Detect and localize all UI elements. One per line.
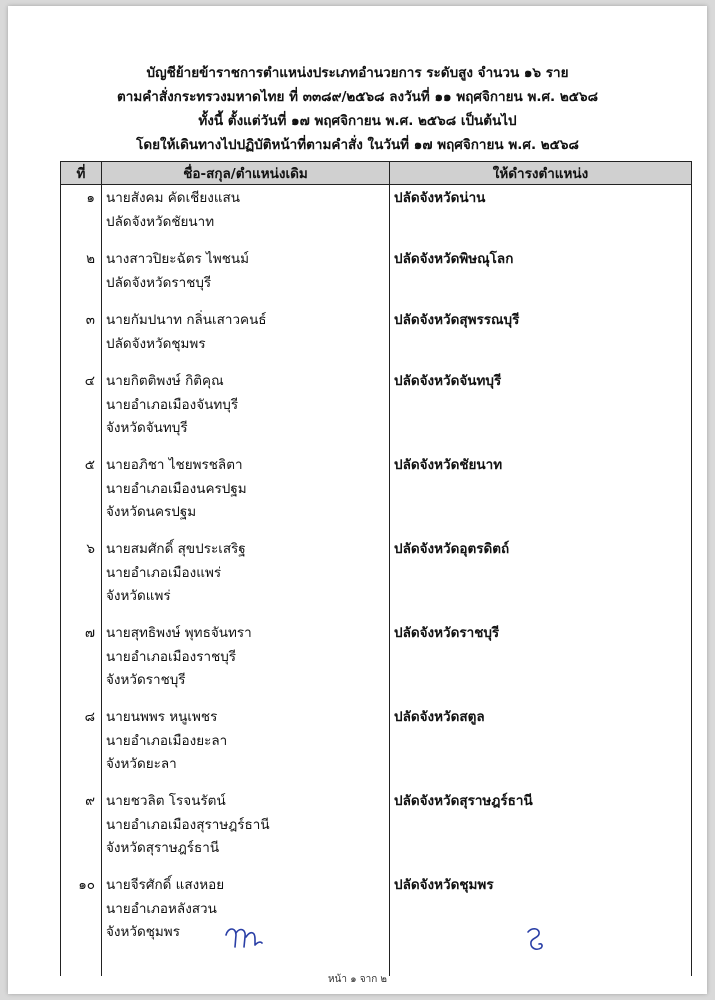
old-position: นายอำเภอเมืองราชบุรี	[106, 648, 237, 665]
old-position: นายอำเภอเมืองนครปฐม	[106, 480, 247, 497]
name-cell	[102, 307, 390, 368]
old-position: นายอำเภอเมืองยะลา	[106, 732, 228, 749]
old-province: จังหวัดนครปฐม	[106, 504, 197, 520]
person-name: นายนพพร หนูเพชร	[106, 709, 218, 725]
name-cell	[102, 185, 390, 247]
header-order-ref: ตามคำสั่งกระทรวงมหาดไทย ที่ ๓๓๘๙/๒๕๖๘ ลงวันที่ ๑๑ พฤศจิกายน พ.ศ. ๒๕๖๘	[116, 89, 598, 105]
table-row	[61, 368, 692, 452]
row-number: ๗	[61, 620, 102, 704]
person-name: นายอภิชา ไชยพรชลิตา	[106, 457, 243, 473]
row-number: ๘	[61, 704, 102, 788]
new-position: ปลัดจังหวัดสตูล	[390, 704, 692, 788]
new-position: ปลัดจังหวัดสุราษฎร์ธานี	[390, 788, 692, 872]
table-row	[61, 788, 692, 872]
row-number: ๓	[61, 307, 102, 368]
name-cell	[102, 246, 390, 307]
column-header-name: ชื่อ-สกุล/ตำแหน่งเดิม	[102, 162, 390, 185]
person-name: นายสุทธิพงษ์ พุทธจันทรา	[106, 625, 252, 641]
old-province: จังหวัดสุราษฎร์ธานี	[106, 840, 220, 856]
old-position: นายอำเภอเมืองสุราษฎร์ธานี	[106, 816, 270, 833]
new-position: ปลัดจังหวัดชัยนาท	[390, 452, 692, 536]
table-header-row	[61, 162, 692, 185]
person-name: นายสังคม คัดเชียงแสน	[106, 190, 241, 206]
row-number: ๕	[61, 452, 102, 536]
document-page	[8, 6, 707, 994]
old-province: จังหวัดแพร่	[106, 588, 171, 604]
header-title: บัญชีย้ายข้าราชการตำแหน่งประเภทอำนวยการ ระดับสูง จำนวน ๑๖ ราย	[146, 65, 569, 81]
page-number: หน้า ๑ จาก ๒	[327, 974, 388, 985]
table-row	[61, 536, 692, 620]
new-position: ปลัดจังหวัดอุตรดิตถ์	[390, 536, 692, 620]
initials-signature-left	[222, 921, 266, 951]
name-cell	[102, 536, 390, 620]
new-position: ปลัดจังหวัดจันทบุรี	[390, 368, 692, 452]
header-report-date: โดยให้เดินทางไปปฏิบัติหน้าที่ตามคำสั่ง ในวันที่ ๑๗ พฤศจิกายน พ.ศ. ๒๕๖๘	[136, 137, 579, 153]
person-name: นายกัมปนาท กลิ่นเสาวคนธ์	[106, 312, 267, 328]
new-position: ปลัดจังหวัดชุมพร	[390, 872, 692, 976]
new-position: ปลัดจังหวัดราชบุรี	[390, 620, 692, 704]
old-position: ปลัดจังหวัดชุมพร	[106, 335, 206, 352]
row-number: ๙	[61, 788, 102, 872]
document-header	[8, 61, 707, 157]
row-number: ๔	[61, 368, 102, 452]
table-row	[61, 620, 692, 704]
row-number: ๑	[61, 185, 102, 247]
name-cell	[102, 704, 390, 788]
person-name: นายสมศักดิ์ สุขประเสริฐ	[106, 541, 246, 557]
row-number: ๑๐	[61, 872, 102, 976]
new-position: ปลัดจังหวัดพิษณุโลก	[390, 246, 692, 307]
column-header-new-position: ให้ดำรงตำแหน่ง	[390, 162, 692, 185]
new-position: ปลัดจังหวัดน่าน	[390, 185, 692, 247]
table-row	[61, 704, 692, 788]
person-name: นายจีรศักดิ์ แสงหอย	[106, 877, 225, 893]
row-number: ๖	[61, 536, 102, 620]
person-name: นายชวลิต โรจนรัตน์	[106, 793, 226, 809]
name-cell	[102, 452, 390, 536]
person-name: นางสาวปิยะฉัตร ไพชนม์	[106, 251, 250, 267]
name-cell	[102, 788, 390, 872]
table-row	[61, 185, 692, 247]
table-row	[61, 872, 692, 976]
row-number: ๒	[61, 246, 102, 307]
old-province: จังหวัดราชบุรี	[106, 672, 186, 688]
table-row	[61, 452, 692, 536]
old-position: ปลัดจังหวัดราชบุรี	[106, 274, 212, 291]
table-row	[61, 307, 692, 368]
old-position: ปลัดจังหวัดชัยนาท	[106, 213, 215, 230]
column-header-no: ที่	[61, 162, 102, 185]
name-cell	[102, 368, 390, 452]
old-province: จังหวัดชุมพร	[106, 924, 180, 940]
old-province: จังหวัดจันทบุรี	[106, 420, 188, 436]
person-name: นายกิตติพงษ์ กิติคุณ	[106, 373, 224, 389]
name-cell	[102, 620, 390, 704]
new-position: ปลัดจังหวัดสุพรรณบุรี	[390, 307, 692, 368]
initials-signature-right	[520, 924, 548, 954]
old-position: นายอำเภอเมืองจันทบุรี	[106, 396, 239, 413]
old-position: นายอำเภอหลังสวน	[106, 900, 217, 917]
header-effective-date: ทั้งนี้ ตั้งแต่วันที่ ๑๗ พฤศจิกายน พ.ศ. ๒๕๖๘ เป็นต้นไป	[198, 113, 517, 129]
old-province: จังหวัดยะลา	[106, 756, 177, 772]
transfer-table	[60, 161, 692, 976]
old-position: นายอำเภอเมืองแพร่	[106, 564, 222, 581]
table-row	[61, 246, 692, 307]
